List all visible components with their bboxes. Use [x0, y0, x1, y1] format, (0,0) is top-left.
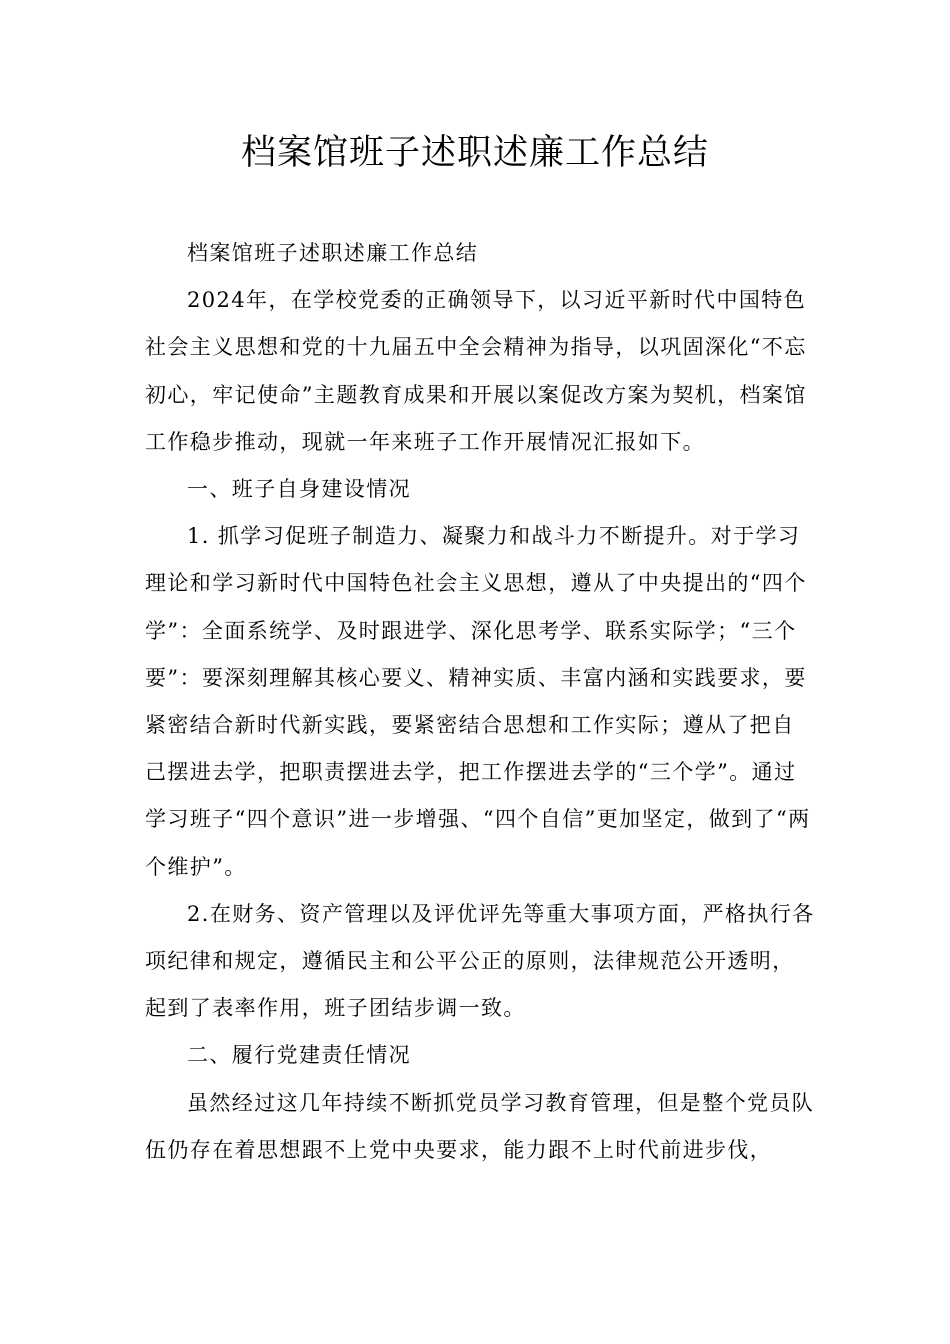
document-body [145, 230, 815, 1174]
section-heading-2: 二、履行党建责任情况 [187, 1043, 411, 1068]
paragraph-party-building: 虽然经过这几年持续不断抓党员学习教育管理，但是整个党员队伍仍存在着思想跟不上党中央要求，能力跟不上时代前进步伐， [145, 1090, 815, 1162]
paragraph-item-2: 2.在财务、资产管理以及评优评先等重大事项方面，严格执行各项纪律和规定，遵循民主和公平公正的原则，法律规范公开透明，起到了表率作用，班子团结步调一致。 [145, 901, 815, 1021]
document-title: 档案馆班子述职述廉工作总结 [240, 133, 709, 173]
paragraph-intro: 2024年，在学校党委的正确领导下，以习近平新时代中国特色社会主义思想和党的十九届五中全会精神为指导，以巩固深化“不忘初心，牢记使命”主题教育成果和开展以案促改方案为契机，档案馆工作稳步推动，现就一年来班子工作开展情况汇报如下。 [145, 288, 807, 454]
paragraph-subtitle: 档案馆班子述职述廉工作总结 [187, 241, 479, 265]
paragraph-item-1: 1. 抓学习促班子制造力、凝聚力和战斗力不断提升。对于学习理论和学习新时代中国特色社会主义思想，遵从了中央提出的“四个学”：全面系统学、及时跟进学、深化思考学、联系实际学；“三个要”：要深刻理解其核心要义、精神实质、丰富内涵和实践要求，要紧密结合新时代新实践，要紧密结合思想和工作实际；遵从了把自己摆进去学，把职责摆进去学，把工作摆进去学的“三个学”。通过学习班子“四个意识”进一步增强、“四个自信”更加坚定，做到了“两个维护”。 [145, 524, 811, 879]
section-heading-1: 一、班子自身建设情况 [187, 477, 411, 502]
